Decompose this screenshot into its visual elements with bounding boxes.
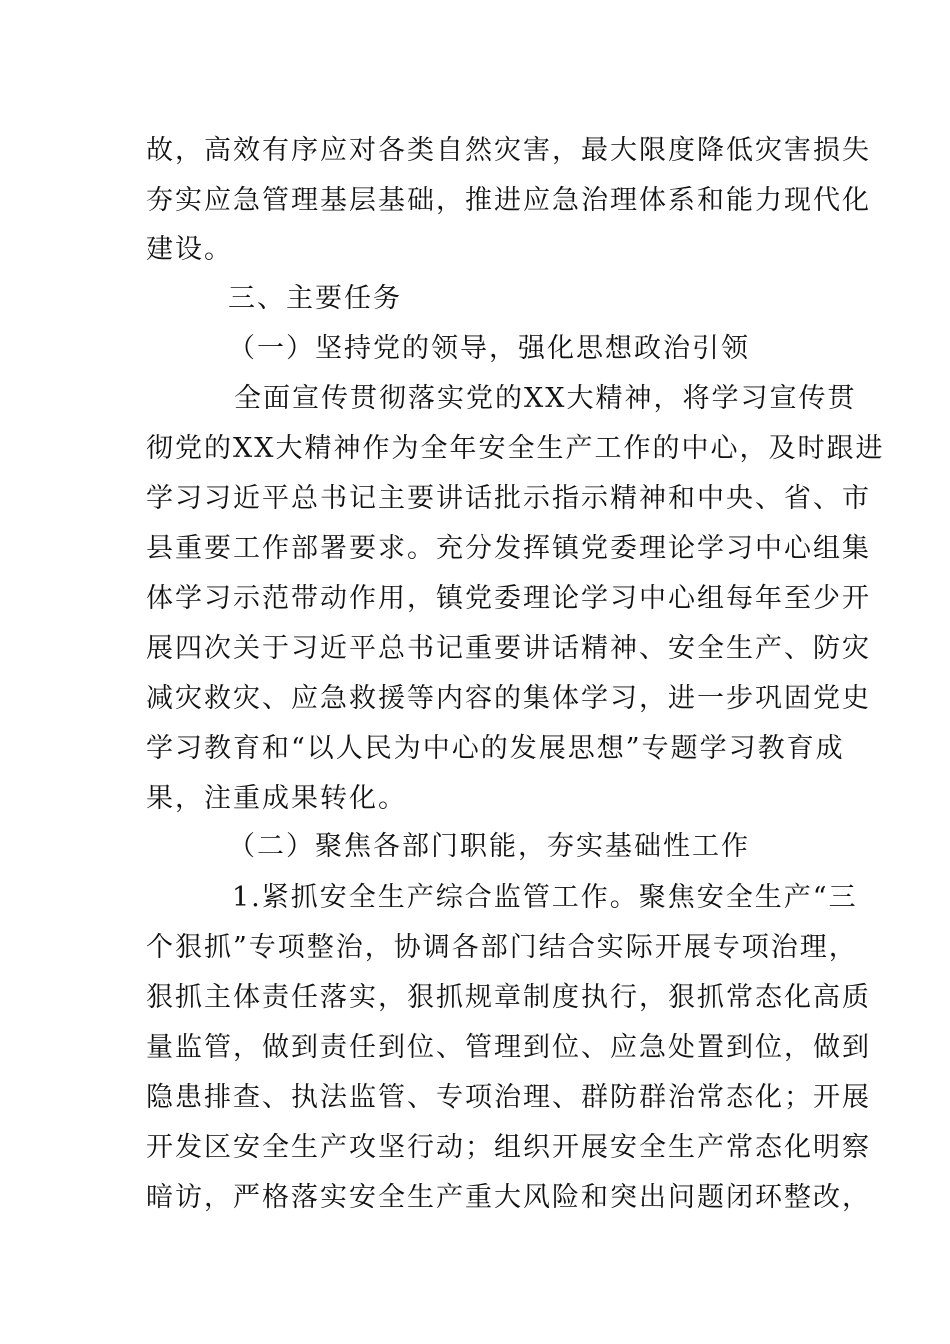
paragraph-line: 学习习近平总书记主要讲话批示指示精神和中央、省、市: [146, 483, 871, 514]
subsection-heading: （二）聚焦各部门职能，夯实基础性工作: [228, 831, 750, 862]
paragraph-line: 个狠抓”专项整治，协调各部门结合实际开展专项治理，: [146, 932, 858, 963]
paragraph-line: 建设。: [146, 234, 233, 265]
paragraph-line: 夯实应急管理基层基础，推进应急治理体系和能力现代化: [146, 185, 871, 216]
paragraph-line: 狠抓主体责任落实，狠抓规章制度执行，狠抓常态化高质: [146, 982, 871, 1013]
paragraph-line: 故，高效有序应对各类自然灾害，最大限度降低灾害损失: [146, 135, 871, 166]
paragraph-line: 减灾救灾、应急救援等内容的集体学习，进一步巩固党史: [146, 683, 871, 714]
paragraph-line: 果，注重成果转化。: [146, 783, 407, 814]
paragraph-line: 体学习示范带动作用，镇党委理论学习中心组每年至少开: [146, 583, 871, 614]
paragraph-line: 量监管，做到责任到位、管理到位、应急处置到位，做到: [146, 1032, 871, 1063]
subsection-heading: （一）坚持党的领导，强化思想政治引领: [228, 333, 750, 364]
paragraph-line: 隐患排查、执法监管、专项治理、群防群治常态化；开展: [146, 1082, 871, 1113]
paragraph-line: 学习教育和“以人民为中心的发展思想”专题学习教育成: [146, 733, 845, 764]
paragraph-line: 彻党的XX大精神作为全年安全生产工作的中心，及时跟进: [146, 433, 885, 464]
paragraph-line: 1.紧抓安全生产综合监管工作。聚焦安全生产“三: [232, 882, 858, 913]
paragraph-line: 全面宣传贯彻落实党的XX大精神，将学习宣传贯: [234, 383, 857, 414]
paragraph-line: 展四次关于习近平总书记重要讲话精神、安全生产、防灾: [146, 633, 871, 664]
section-heading: 三、主要任务: [228, 283, 402, 314]
paragraph-line: 县重要工作部署要求。充分发挥镇党委理论学习中心组集: [146, 533, 871, 564]
paragraph-line: 开发区安全生产攻坚行动；组织开展安全生产常态化明察: [146, 1132, 871, 1163]
paragraph-line: 暗访，严格落实安全生产重大风险和突出问题闭环整改，: [146, 1182, 871, 1213]
